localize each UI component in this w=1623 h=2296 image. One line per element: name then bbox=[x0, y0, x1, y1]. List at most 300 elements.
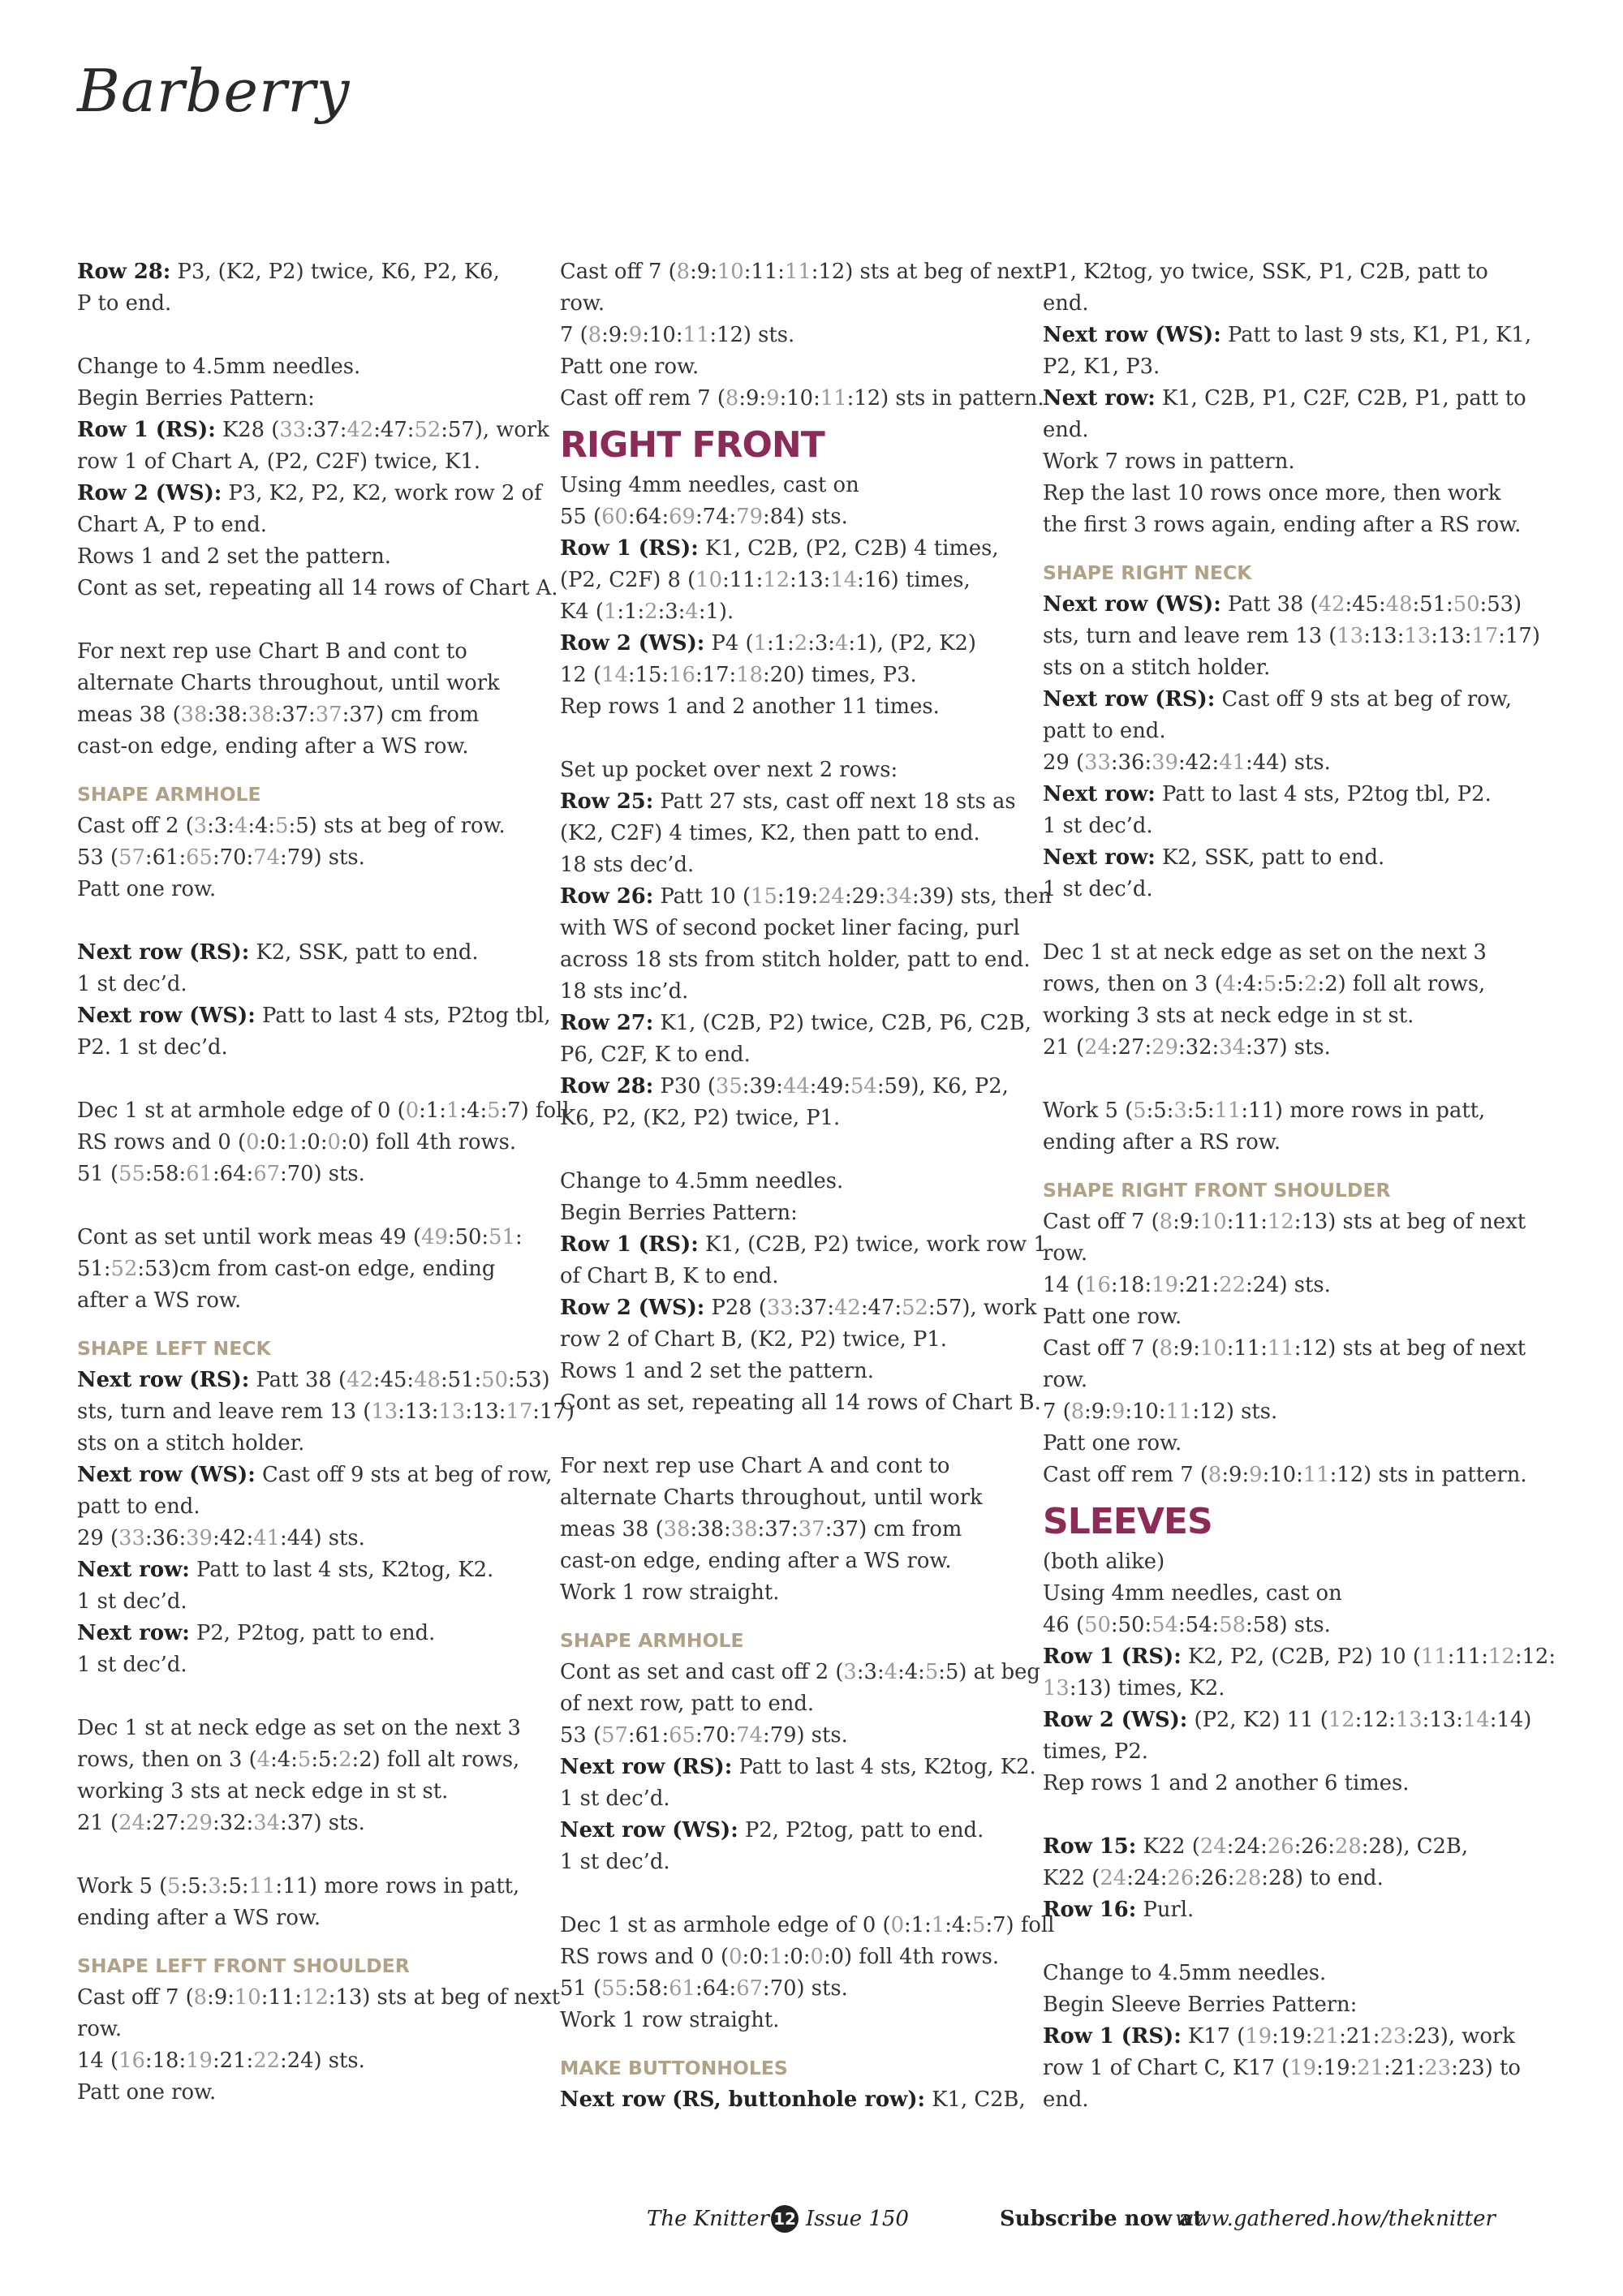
size-value: 3 bbox=[193, 814, 208, 838]
pattern-line bbox=[1043, 1768, 1513, 1799]
size-value: 33 bbox=[118, 1526, 145, 1550]
text-run: Cast off 7 ( bbox=[1043, 1210, 1160, 1234]
pattern-line bbox=[77, 1285, 548, 1317]
text-run: :9: bbox=[738, 386, 767, 411]
text-run: Work 1 row straight. bbox=[560, 1580, 780, 1605]
size-value: 50 bbox=[1084, 1613, 1111, 1637]
text-run: :9: bbox=[1221, 1463, 1250, 1487]
text-run: :37: bbox=[306, 418, 347, 442]
row-label: Row 26: bbox=[560, 884, 654, 909]
size-value: 9 bbox=[1249, 1463, 1263, 1487]
text-run: :12) sts at beg of next bbox=[811, 260, 1044, 284]
text-run: :12) sts. bbox=[709, 323, 795, 347]
text-run: Dec 1 st at armhole edge of 0 ( bbox=[77, 1099, 406, 1123]
size-value: 11 bbox=[1420, 1645, 1448, 1669]
text-run: Using 4mm needles, cast on bbox=[560, 473, 859, 497]
footer-subscribe-link[interactable]: www.gathered.how/theknitter bbox=[1175, 2207, 1496, 2231]
text-run: For next rep use Chart A and cont to bbox=[560, 1454, 950, 1478]
row-label: Row 2 (WS): bbox=[77, 481, 222, 505]
pattern-line bbox=[77, 2077, 548, 2109]
size-value: 33 bbox=[279, 418, 307, 442]
pattern-line bbox=[560, 1229, 1047, 1261]
text-run: :19: bbox=[1316, 2056, 1358, 2080]
pattern-line bbox=[1043, 1578, 1513, 1610]
text-run: P to end. bbox=[77, 291, 172, 316]
text-run: :26: bbox=[1194, 1866, 1235, 1890]
text-run: Dec 1 st at neck edge as set on the next 3 bbox=[1043, 940, 1487, 965]
pattern-line bbox=[77, 1982, 561, 2014]
size-value: 14 bbox=[1462, 1708, 1490, 1732]
text-run: :2) foll alt rows, bbox=[1317, 972, 1486, 996]
text-run: K1, (C2B, P2) twice, C2B, P6, C2B, bbox=[653, 1011, 1031, 1035]
size-value: 74 bbox=[736, 1723, 764, 1748]
pattern-line bbox=[1043, 1270, 1513, 1301]
size-value: 11 bbox=[1267, 1336, 1294, 1361]
pattern-line bbox=[1043, 1673, 1513, 1705]
pattern-line bbox=[1043, 1000, 1513, 1032]
text-run: sts on a stitch holder. bbox=[1043, 656, 1271, 680]
text-run: :1), (P2, K2) bbox=[848, 631, 976, 656]
text-run: :74: bbox=[695, 505, 737, 529]
size-value: 24 bbox=[118, 1811, 145, 1835]
text-run: 21 ( bbox=[1043, 1035, 1085, 1060]
size-value: 19 bbox=[186, 2049, 213, 2073]
size-value: 10 bbox=[1199, 1336, 1227, 1361]
pattern-line bbox=[77, 1000, 551, 1032]
size-value: 13 bbox=[1043, 1676, 1070, 1701]
pattern-line bbox=[560, 1720, 1031, 1752]
paragraph-gap bbox=[77, 905, 548, 937]
text-run: :23) to bbox=[1451, 2056, 1521, 2080]
text-run: :3: bbox=[856, 1660, 885, 1684]
text-run: 18 sts dec’d. bbox=[560, 853, 695, 877]
row-label: Row 28: bbox=[560, 1074, 654, 1099]
text-run: 1 st dec’d. bbox=[77, 972, 187, 996]
text-run: :37) sts. bbox=[1246, 1035, 1331, 1060]
pattern-line bbox=[1043, 415, 1513, 446]
pattern-line bbox=[77, 1649, 548, 1681]
text-run: meas 38 ( bbox=[77, 703, 181, 727]
text-run: :5) at beg bbox=[938, 1660, 1040, 1684]
pattern-line bbox=[560, 1482, 1031, 1514]
size-value: 52 bbox=[110, 1257, 138, 1281]
pattern-line bbox=[1043, 1238, 1513, 1270]
pattern-line bbox=[560, 1815, 1031, 1847]
row-label: Row 1 (RS): bbox=[560, 536, 699, 561]
pattern-line bbox=[77, 1554, 548, 1586]
text-run: P28 ( bbox=[704, 1296, 767, 1320]
text-run: :9: bbox=[207, 1985, 235, 2010]
text-run: Work 1 row straight. bbox=[560, 2008, 780, 2032]
row-label: Row 25: bbox=[560, 789, 654, 814]
pattern-line bbox=[560, 913, 1031, 944]
text-run: 51 ( bbox=[560, 1976, 602, 2001]
pattern-line bbox=[1043, 747, 1513, 779]
text-run: rows, then on 3 ( bbox=[1043, 972, 1223, 996]
pattern-line bbox=[560, 1039, 1031, 1071]
row-label: Next row: bbox=[1043, 782, 1156, 806]
pattern-line bbox=[560, 1008, 1031, 1039]
size-value: 10 bbox=[1199, 1210, 1227, 1234]
size-value: 11 bbox=[1302, 1463, 1330, 1487]
text-run: :79) sts. bbox=[280, 845, 365, 870]
size-value: 4 bbox=[234, 814, 248, 838]
size-value: 44 bbox=[782, 1074, 810, 1099]
size-value: 37 bbox=[315, 703, 342, 727]
text-run: Begin Berries Pattern: bbox=[560, 1201, 798, 1225]
size-value: 5 bbox=[275, 814, 289, 838]
text-run: :37: bbox=[274, 703, 316, 727]
row-label: Row 27: bbox=[560, 1011, 654, 1035]
text-run: (K2, C2F) 4 times, K2, then patt to end. bbox=[560, 821, 980, 845]
text-run: :45: bbox=[372, 1368, 415, 1392]
paragraph-gap bbox=[77, 1681, 548, 1713]
text-run: :11: bbox=[1226, 1336, 1268, 1361]
text-run: 7 ( bbox=[560, 323, 588, 347]
paragraph-gap bbox=[77, 604, 548, 636]
text-run: :53)cm from cast-on edge, ending bbox=[137, 1257, 496, 1281]
size-value: 55 bbox=[601, 1976, 628, 2001]
page-title: Barberry bbox=[77, 57, 351, 125]
text-run: :13: bbox=[1422, 1708, 1463, 1732]
size-value: 79 bbox=[736, 505, 764, 529]
pattern-line bbox=[77, 1460, 553, 1491]
text-run: 21 ( bbox=[77, 1811, 119, 1835]
text-run: :17) bbox=[532, 1400, 575, 1424]
pattern-line bbox=[560, 470, 1031, 501]
text-run: P3, K2, P2, K2, work row 2 of bbox=[222, 481, 542, 505]
size-value: 12 bbox=[1487, 1645, 1515, 1669]
text-run: :16) times, bbox=[857, 568, 971, 592]
text-run: :10: bbox=[642, 323, 683, 347]
text-run: 1 st dec’d. bbox=[560, 1786, 670, 1811]
pattern-line bbox=[560, 1166, 1031, 1197]
text-run: :5: bbox=[311, 1748, 339, 1772]
size-value: 3 bbox=[843, 1660, 857, 1684]
section-heading: SLEEVES bbox=[1043, 1501, 1212, 1542]
pattern-line bbox=[560, 533, 1031, 565]
pattern-line bbox=[1043, 937, 1513, 969]
pattern-line bbox=[1043, 1428, 1513, 1460]
pattern-line bbox=[1043, 2053, 1521, 2084]
paragraph-gap bbox=[77, 1064, 548, 1095]
row-label: Next row (RS): bbox=[1043, 687, 1216, 712]
text-run: Cont as set until work meas 49 ( bbox=[77, 1225, 422, 1249]
text-run: row. bbox=[77, 2017, 123, 2041]
pattern-line bbox=[1043, 320, 1532, 351]
size-value: 34 bbox=[1219, 1035, 1246, 1060]
text-run: :15: bbox=[627, 663, 669, 687]
text-run: (both alike) bbox=[1043, 1550, 1165, 1574]
text-run: Work 5 ( bbox=[77, 1874, 168, 1898]
size-value: 13 bbox=[371, 1400, 398, 1424]
text-run: :64: bbox=[212, 1162, 254, 1186]
text-run: Patt to last 4 sts, K2tog, K2. bbox=[732, 1755, 1036, 1779]
pattern-line bbox=[77, 1808, 548, 1839]
text-run: :13: bbox=[1363, 624, 1405, 648]
size-value: 12 bbox=[301, 1985, 329, 2010]
text-run: Change to 4.5mm needles. bbox=[77, 355, 361, 379]
footer-issue: Issue 150 bbox=[806, 2207, 909, 2231]
text-run: sts on a stitch holder. bbox=[77, 1431, 305, 1455]
pattern-line bbox=[1043, 1641, 1556, 1673]
text-run: rows, then on 3 ( bbox=[77, 1748, 257, 1772]
size-value: 34 bbox=[885, 884, 912, 909]
row-label: Next row (WS): bbox=[560, 1818, 738, 1842]
size-value: 21 bbox=[1357, 2056, 1384, 2080]
size-value: 0 bbox=[810, 1945, 824, 1969]
text-run: :0: bbox=[299, 1130, 328, 1154]
text-run: Patt 38 ( bbox=[1220, 592, 1319, 617]
text-run: :24: bbox=[1126, 1866, 1168, 1890]
text-run: :58) sts. bbox=[1246, 1613, 1331, 1637]
text-run: :61: bbox=[627, 1723, 669, 1748]
text-run: Cast off 2 ( bbox=[77, 814, 194, 838]
text-run: :7) foll bbox=[985, 1913, 1055, 1937]
text-run: :39: bbox=[742, 1074, 783, 1099]
text-run: :0: bbox=[782, 1945, 811, 1969]
paragraph-gap bbox=[77, 1839, 548, 1871]
text-run: :50: bbox=[447, 1225, 489, 1249]
size-value: 58 bbox=[1219, 1613, 1246, 1637]
pattern-line bbox=[560, 1292, 1037, 1324]
size-value: 42 bbox=[347, 418, 374, 442]
pattern-line bbox=[77, 1491, 548, 1523]
size-value: 21 bbox=[1312, 2024, 1340, 2049]
text-run: Patt to last 4 sts, P2tog tbl, P2. bbox=[1155, 782, 1492, 806]
text-run: : bbox=[514, 1225, 523, 1249]
pattern-line bbox=[1043, 1301, 1513, 1333]
size-value: 16 bbox=[1084, 1273, 1111, 1297]
size-value: 11 bbox=[784, 260, 812, 284]
pattern-line bbox=[77, 969, 548, 1000]
pattern-line bbox=[1043, 810, 1513, 842]
size-value: 11 bbox=[1214, 1099, 1242, 1123]
pattern-line bbox=[77, 1713, 548, 1744]
text-run: :3: bbox=[657, 600, 686, 624]
row-label: Next row: bbox=[77, 1621, 190, 1645]
text-run: :19: bbox=[777, 884, 819, 909]
pattern-line bbox=[1043, 510, 1522, 541]
text-run: 1 st dec’d. bbox=[1043, 877, 1153, 901]
text-run: :21: bbox=[1339, 2024, 1380, 2049]
text-run: patt to end. bbox=[77, 1494, 200, 1519]
text-run: :53) bbox=[508, 1368, 550, 1392]
text-run: Cast off rem 7 ( bbox=[560, 386, 725, 411]
size-value: 11 bbox=[1165, 1400, 1193, 1424]
size-value: 3 bbox=[208, 1874, 222, 1898]
size-value: 49 bbox=[421, 1225, 448, 1249]
text-run: :36: bbox=[144, 1526, 187, 1550]
size-value: 2 bbox=[338, 1748, 352, 1772]
row-label: Row 1 (RS): bbox=[77, 418, 216, 442]
pattern-line bbox=[560, 1387, 1041, 1419]
pattern-line bbox=[560, 1324, 1031, 1356]
text-run: :10: bbox=[1125, 1400, 1166, 1424]
text-run: Patt 10 ( bbox=[653, 884, 751, 909]
text-run: Patt to last 9 sts, K1, P1, K1, bbox=[1220, 323, 1532, 347]
pattern-line bbox=[77, 541, 548, 573]
text-run: Change to 4.5mm needles. bbox=[560, 1169, 844, 1193]
text-run: :32: bbox=[1177, 1035, 1220, 1060]
text-run: Dec 1 st as armhole edge of 0 ( bbox=[560, 1913, 891, 1937]
size-value: 29 bbox=[186, 1811, 213, 1835]
pattern-line bbox=[560, 755, 1031, 786]
size-value: 60 bbox=[601, 505, 628, 529]
text-run: :3: bbox=[807, 631, 835, 656]
size-value: 12 bbox=[763, 568, 790, 592]
text-run: times, P2. bbox=[1043, 1739, 1148, 1764]
size-value: 8 bbox=[725, 386, 739, 411]
text-run: :50: bbox=[1110, 1613, 1152, 1637]
text-run: :18: bbox=[144, 2049, 187, 2073]
size-value: 39 bbox=[1152, 750, 1178, 775]
pattern-line bbox=[1043, 842, 1513, 874]
row-label: Next row: bbox=[77, 1558, 190, 1582]
text-run: :79) sts. bbox=[763, 1723, 848, 1748]
size-value: 11 bbox=[248, 1874, 276, 1898]
pattern-line bbox=[1043, 652, 1513, 684]
pattern-line bbox=[560, 565, 1031, 596]
text-run: :64: bbox=[695, 1976, 737, 2001]
size-value: 4 bbox=[256, 1748, 271, 1772]
text-run: :11: bbox=[260, 1985, 302, 2010]
text-run: :28), C2B, bbox=[1361, 1834, 1469, 1859]
text-run: :49: bbox=[809, 1074, 851, 1099]
pattern-line bbox=[560, 1783, 1031, 1815]
text-run: :39) sts, then bbox=[912, 884, 1052, 909]
pattern-line bbox=[77, 2045, 548, 2077]
size-value: 16 bbox=[118, 2049, 145, 2073]
text-run: 51: bbox=[77, 1257, 111, 1281]
text-run: Purl. bbox=[1136, 1898, 1195, 1922]
text-run: :24) sts. bbox=[280, 2049, 365, 2073]
pattern-line bbox=[77, 1032, 548, 1064]
text-run: cast-on edge, ending after a WS row. bbox=[77, 734, 469, 759]
text-run: P3, (K2, P2) twice, K6, P2, K6, bbox=[170, 260, 500, 284]
text-run: :0: bbox=[259, 1130, 287, 1154]
text-run: :12: bbox=[1354, 1708, 1396, 1732]
row-label: Row 2 (WS): bbox=[560, 631, 705, 656]
size-value: 52 bbox=[414, 418, 441, 442]
text-run: Patt one row. bbox=[77, 2080, 217, 2105]
text-run: Chart A, P to end. bbox=[77, 513, 267, 537]
pattern-line bbox=[77, 1744, 548, 1776]
row-label: Row 15: bbox=[1043, 1834, 1137, 1859]
pattern-line bbox=[560, 1941, 1031, 1973]
pattern-line bbox=[560, 1910, 1055, 1941]
size-value: 2 bbox=[794, 631, 808, 656]
text-run: Cast off 9 sts at beg of row, bbox=[255, 1463, 553, 1487]
text-run: Rep rows 1 and 2 another 11 times. bbox=[560, 694, 940, 719]
size-value: 5 bbox=[972, 1913, 986, 1937]
size-value: 39 bbox=[186, 1526, 213, 1550]
row-label: Next row (WS): bbox=[1043, 323, 1221, 347]
text-run: Rep the last 10 rows once more, then work bbox=[1043, 481, 1501, 505]
text-run: :61: bbox=[144, 845, 187, 870]
section-subheading: MAKE BUTTONHOLES bbox=[560, 2057, 788, 2079]
size-value: 28 bbox=[1334, 1834, 1362, 1859]
text-run: :18: bbox=[1110, 1273, 1152, 1297]
section-subheading: SHAPE LEFT FRONT SHOULDER bbox=[77, 1954, 410, 1977]
paragraph-gap bbox=[560, 1878, 1031, 1910]
text-run: :27: bbox=[1110, 1035, 1152, 1060]
pattern-line bbox=[77, 1776, 548, 1808]
row-label: Next row (WS): bbox=[77, 1463, 256, 1487]
size-value: 67 bbox=[736, 1976, 764, 2001]
section-subheading: SHAPE ARMHOLE bbox=[560, 1629, 744, 1652]
text-run: row. bbox=[1043, 1241, 1088, 1266]
size-value: 57 bbox=[601, 1723, 628, 1748]
text-run: :5: bbox=[180, 1874, 209, 1898]
text-run: across 18 sts from stitch holder, patt to end. bbox=[560, 948, 1031, 972]
text-run: (P2, C2F) 8 ( bbox=[560, 568, 696, 592]
section-heading: RIGHT FRONT bbox=[560, 424, 824, 466]
size-value: 33 bbox=[1084, 750, 1111, 775]
size-value: 8 bbox=[588, 323, 602, 347]
size-value: 11 bbox=[682, 323, 710, 347]
pattern-line bbox=[1043, 2021, 1513, 2053]
size-value: 5 bbox=[924, 1660, 939, 1684]
pattern-line bbox=[1043, 1032, 1513, 1064]
footer-magazine-name: The Knitter bbox=[647, 2207, 769, 2231]
size-value: 34 bbox=[253, 1811, 281, 1835]
paragraph-gap bbox=[1043, 1799, 1513, 1831]
size-value: 8 bbox=[1070, 1400, 1085, 1424]
text-run: 55 ( bbox=[560, 505, 602, 529]
size-value: 8 bbox=[1159, 1336, 1173, 1361]
pattern-line bbox=[1043, 1894, 1513, 1926]
size-value: 33 bbox=[766, 1296, 794, 1320]
section-subheading: SHAPE ARMHOLE bbox=[77, 783, 261, 806]
text-run: :13: bbox=[398, 1400, 439, 1424]
text-run: K2, P2, (C2B, P2) 10 ( bbox=[1181, 1645, 1421, 1669]
pattern-line bbox=[1043, 1333, 1526, 1365]
text-run: :59), K6, P2, bbox=[876, 1074, 1009, 1099]
text-run: ending after a RS row. bbox=[1043, 1130, 1281, 1154]
text-run: :42: bbox=[1177, 750, 1220, 775]
text-run: K2, SSK, patt to end. bbox=[249, 940, 479, 965]
text-run: :1: bbox=[766, 631, 794, 656]
text-run: :70: bbox=[212, 845, 254, 870]
text-run: :9: bbox=[601, 323, 629, 347]
size-value: 22 bbox=[1219, 1273, 1246, 1297]
text-run: :14) bbox=[1489, 1708, 1532, 1732]
size-value: 5 bbox=[167, 1874, 181, 1898]
pattern-line bbox=[1043, 1206, 1526, 1238]
paragraph-gap bbox=[560, 723, 1031, 755]
size-value: 37 bbox=[798, 1517, 825, 1541]
pattern-line bbox=[77, 1159, 548, 1190]
pattern-line bbox=[560, 1103, 1031, 1134]
pattern-line bbox=[560, 1071, 1031, 1103]
pattern-line bbox=[77, 810, 548, 842]
paragraph-gap bbox=[560, 1419, 1031, 1451]
pattern-line bbox=[77, 731, 548, 763]
size-value: 29 bbox=[1152, 1035, 1178, 1060]
footer-subscribe-label: Subscribe now at bbox=[1000, 2207, 1203, 2231]
pattern-line bbox=[1043, 446, 1513, 478]
size-value: 55 bbox=[118, 1162, 145, 1186]
size-value: 1 bbox=[931, 1913, 945, 1937]
size-value: 15 bbox=[751, 884, 777, 909]
text-run: :24: bbox=[1226, 1834, 1268, 1859]
pattern-line bbox=[77, 478, 548, 510]
text-run: Cast off 7 ( bbox=[560, 260, 677, 284]
size-value: 42 bbox=[834, 1296, 861, 1320]
row-label: Row 2 (WS): bbox=[1043, 1708, 1188, 1732]
text-run: :19: bbox=[1272, 2024, 1313, 2049]
